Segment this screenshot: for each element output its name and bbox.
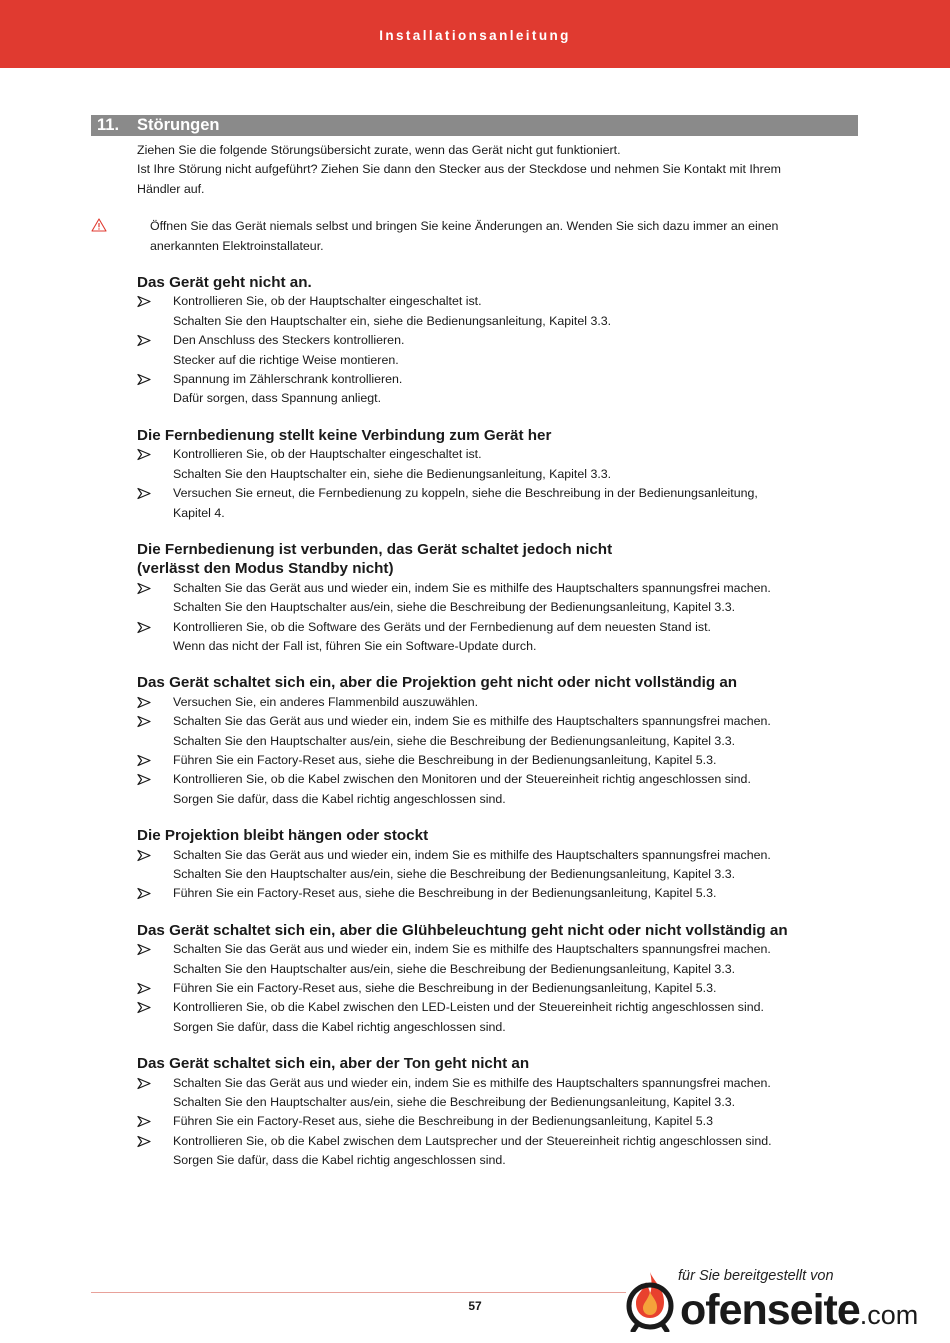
solution-list [137, 292, 849, 408]
solution-text: Sorgen Sie dafür, dass die Kabel richtig angeschlossen sind. [173, 1153, 506, 1168]
intro-text [137, 141, 849, 199]
solution-text: Sorgen Sie dafür, dass die Kabel richtig angeschlossen sind. [173, 1019, 506, 1034]
solution-text: Kontrollieren Sie, ob der Hauptschalter eingeschaltet ist. [173, 447, 482, 462]
trouble-title: Die Projektion bleibt hängen oder stockt [137, 827, 429, 845]
trouble-title: (verlässt den Modus Standby nicht) [137, 560, 394, 578]
trouble-block [137, 921, 849, 1037]
solution-text: Schalten Sie den Hauptschalter aus/ein, siehe die Beschreibung der Bedienungsanleitung, Kapitel 3.3. [173, 867, 736, 881]
solution-item [137, 618, 849, 657]
trouble-title: Die Fernbedienung ist verbunden, das Gerät schaltet jedoch nicht [137, 540, 613, 558]
solution-text: Kontrollieren Sie, ob die Kabel zwischen den Monitoren und der Steuereinheit richtig angeschlossen sind. [173, 772, 751, 787]
solution-item [137, 979, 849, 998]
arrow-bullet-icon [137, 579, 151, 598]
solution-text: Schalten Sie den Hauptschalter ein, siehe die Bedienungsanleitung, Kapitel 3.3. [173, 313, 612, 328]
solution-text: Schalten Sie den Hauptschalter aus/ein, siehe die Beschreibung der Bedienungsanleitung, Kapitel 3.3. [173, 600, 736, 615]
solution-item [137, 445, 849, 484]
solution-item [137, 370, 849, 409]
trouble-list [137, 273, 849, 1171]
warning-triangle-icon [91, 218, 107, 232]
solution-text: Dafür sorgen, dass Spannung anliegt. [173, 391, 382, 406]
document-title: Installationsanleitung [379, 28, 571, 43]
trouble-block [137, 826, 849, 904]
arrow-bullet-icon [137, 751, 151, 770]
solution-text: Schalten Sie den Hauptschalter aus/ein, siehe die Beschreibung der Bedienungsanleitung, Kapitel 3.3. [173, 961, 736, 976]
arrow-bullet-icon [137, 292, 151, 311]
solution-item [137, 1112, 849, 1131]
solution-item [137, 579, 849, 618]
solution-text: Schalten Sie das Gerät aus und wieder ein, indem Sie es mithilfe des Hauptschalters spannungsfrei machen. [173, 1075, 771, 1090]
solution-item [137, 884, 849, 903]
solution-text: Schalten Sie den Hauptschalter ein, siehe die Bedienungsanleitung, Kapitel 3.3. [173, 466, 612, 481]
arrow-bullet-icon [137, 940, 151, 959]
warning-line: Öffnen Sie das Gerät niemals selbst und bringen Sie keine Änderungen an. Wenden Sie sich dazu immer an einen [150, 219, 779, 234]
solution-item [137, 846, 849, 885]
logo-tld: .com [859, 1300, 919, 1330]
solution-text: Führen Sie ein Factory-Reset aus, siehe die Beschreibung in der Bedienungsanleitung, Kapitel 5.3. [173, 981, 717, 996]
solution-item [137, 331, 849, 370]
solution-text: Schalten Sie das Gerät aus und wieder ein, indem Sie es mithilfe des Hauptschalters spannungsfrei machen. [173, 847, 771, 862]
solution-item [137, 998, 849, 1037]
solution-text: Kontrollieren Sie, ob der Hauptschalter eingeschaltet ist. [173, 294, 482, 309]
solution-item [137, 712, 849, 751]
arrow-bullet-icon [137, 979, 151, 998]
arrow-bullet-icon [137, 846, 151, 865]
solution-list [137, 940, 849, 1037]
flame-logo-icon [624, 1270, 676, 1332]
arrow-bullet-icon [137, 1132, 151, 1151]
solution-text: Den Anschluss des Steckers kontrollieren. [173, 333, 405, 348]
solution-text: Führen Sie ein Factory-Reset aus, siehe die Beschreibung in der Bedienungsanleitung, Kapitel 5.3. [173, 752, 717, 767]
solution-item [137, 751, 849, 770]
section-title: Störungen [137, 116, 220, 134]
section-number: 11. [97, 116, 120, 134]
trouble-block [137, 273, 849, 409]
section-heading [91, 115, 858, 136]
solution-item [137, 693, 849, 712]
arrow-bullet-icon [137, 445, 151, 464]
warning-line: anerkannten Elektroinstallateur. [150, 238, 324, 253]
trouble-title: Das Gerät geht nicht an. [137, 274, 312, 292]
arrow-bullet-icon [137, 331, 151, 350]
solution-text: Führen Sie ein Factory-Reset aus, siehe die Beschreibung in der Bedienungsanleitung, Kapitel 5.3 [173, 1114, 714, 1129]
solution-text: Schalten Sie das Gerät aus und wieder ein, indem Sie es mithilfe des Hauptschalters spannungsfrei machen. [173, 942, 771, 957]
arrow-bullet-icon [137, 618, 151, 637]
solution-text: Schalten Sie den Hauptschalter aus/ein, siehe die Beschreibung der Bedienungsanleitung, Kapitel 3.3. [173, 1095, 736, 1110]
arrow-bullet-icon [137, 998, 151, 1017]
solution-list [137, 579, 849, 657]
solution-text: Spannung im Zählerschrank kontrollieren. [173, 372, 403, 387]
solution-list [137, 693, 849, 809]
provided-by-tagline: für Sie bereitgestellt von [678, 1268, 834, 1284]
warning-note [137, 217, 849, 256]
solution-text: Stecker auf die richtige Weise montieren. [173, 352, 399, 367]
solution-text: Versuchen Sie erneut, die Fernbedienung zu koppeln, siehe die Beschreibung in der Bedienungsanleitung, [173, 486, 758, 501]
solution-item [137, 1132, 849, 1171]
arrow-bullet-icon [137, 1112, 151, 1131]
header-banner [0, 0, 950, 68]
solution-list [137, 445, 849, 523]
solution-item [137, 1074, 849, 1113]
trouble-title: Die Fernbedienung stellt keine Verbindung zum Gerät her [137, 426, 552, 444]
section-content [137, 141, 849, 1171]
solution-text: Versuchen Sie, ein anderes Flammenbild auszuwählen. [173, 694, 479, 709]
intro-line: Händler auf. [137, 181, 205, 196]
page-number: 57 [468, 1299, 482, 1313]
solution-text: Wenn das nicht der Fall ist, führen Sie ein Software-Update durch. [173, 638, 537, 653]
solution-item [137, 292, 849, 331]
logo-name: ofenseite [680, 1286, 860, 1334]
solution-text: Kontrollieren Sie, ob die Kabel zwischen dem Lautsprecher und der Steuereinheit richtig angeschlossen sind. [173, 1133, 772, 1148]
trouble-title: Das Gerät schaltet sich ein, aber die Projektion geht nicht oder nicht vollständig an [137, 674, 738, 692]
arrow-bullet-icon [137, 884, 151, 903]
solution-text: Führen Sie ein Factory-Reset aus, siehe die Beschreibung in der Bedienungsanleitung, Kapitel 5.3. [173, 886, 717, 901]
solution-text: Kapitel 4. [173, 505, 225, 520]
trouble-block [137, 1054, 849, 1170]
trouble-block [137, 426, 849, 523]
solution-text: Kontrollieren Sie, ob die Software des Geräts und der Fernbedienung auf dem neuesten Stand ist. [173, 619, 711, 634]
arrow-bullet-icon [137, 693, 151, 712]
arrow-bullet-icon [137, 484, 151, 503]
solution-list [137, 1074, 849, 1171]
arrow-bullet-icon [137, 712, 151, 731]
solution-text: Kontrollieren Sie, ob die Kabel zwischen den LED-Leisten und der Steuereinheit richtig angeschlossen sind. [173, 1000, 764, 1015]
solution-item [137, 770, 849, 809]
solution-item [137, 484, 849, 523]
solution-text: Schalten Sie den Hauptschalter aus/ein, siehe die Beschreibung der Bedienungsanleitung, Kapitel 3.3. [173, 733, 736, 748]
arrow-bullet-icon [137, 370, 151, 389]
trouble-block [137, 540, 849, 656]
solution-text: Schalten Sie das Gerät aus und wieder ein, indem Sie es mithilfe des Hauptschalters spannungsfrei machen. [173, 714, 771, 729]
solution-text: Schalten Sie das Gerät aus und wieder ein, indem Sie es mithilfe des Hauptschalters spannungsfrei machen. [173, 580, 771, 595]
solution-list [137, 846, 849, 904]
solution-item [137, 940, 849, 979]
trouble-title: Das Gerät schaltet sich ein, aber die Glühbeleuchtung geht nicht oder nicht vollständig an [137, 921, 788, 939]
trouble-block [137, 673, 849, 809]
arrow-bullet-icon [137, 1074, 151, 1093]
arrow-bullet-icon [137, 770, 151, 789]
intro-line: Ist Ihre Störung nicht aufgeführt? Ziehen Sie dann den Stecker aus der Steckdose und nehmen Sie Kontakt mit Ihrem [137, 162, 782, 177]
trouble-title: Das Gerät schaltet sich ein, aber der Ton geht nicht an [137, 1055, 530, 1073]
intro-line: Ziehen Sie die folgende Störungsübersicht zurate, wenn das Gerät nicht gut funktioniert. [137, 143, 621, 157]
solution-text: Sorgen Sie dafür, dass die Kabel richtig angeschlossen sind. [173, 791, 506, 806]
footer-divider [91, 1292, 626, 1293]
ofenseite-logo [680, 1284, 918, 1341]
